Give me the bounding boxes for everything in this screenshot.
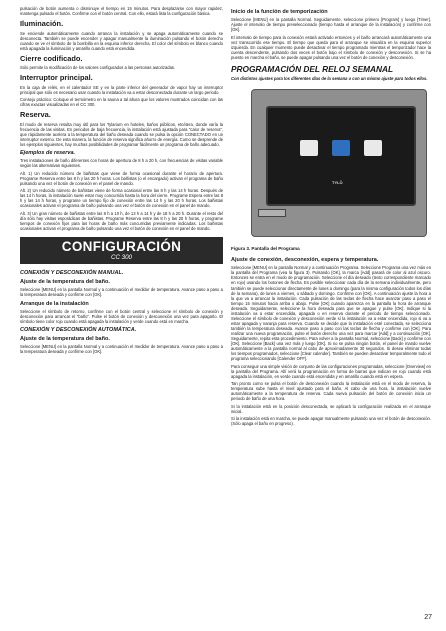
banner-subtitle: CC 300: [111, 253, 132, 261]
desconectada-paragraph: Si la instalación está en la posición desconectada, se aplicará la configuración realizada en el arranque inicial.: [231, 403, 431, 414]
consejo-paragraph: Consejo práctico: Coloque el termómetro en la sauna a tal altura que los valores mostrados coincidan con las cifras exactas visualizadas en el CC 300.: [20, 97, 223, 108]
configuracion-banner: [20, 237, 223, 264]
inicio-paragraph-1: Seleccione [MENU] en la pantalla Normal. Seguidamente, seleccione primero [Program] y luego [Timer]. Ajuste el intervalo de tiempo preseleccionado (tiempo hasta el arranque de la instalación) y confirme con [OK].: [231, 17, 431, 33]
screen-icon-middle: [332, 140, 350, 156]
control-panel-image: [251, 89, 427, 237]
panel-brand-logo: TYLÖ: [332, 180, 343, 186]
ajuste-conexion-heading: Ajuste de conexión, desconexión, espera y temperatura.: [231, 257, 379, 264]
inicio-paragraph-2: El intervalo de tiempo para la conexión estará activado entonces y el baño arrancará automáticamente una vez transcurrido ese tiempo. El tiempo que queda para el arranque se visualiza en la esquina superior izquierda. En cualquier momento puede desactivar el tiempo programado mientras el temporizador hace la cuenta descendente, pulsando dos veces el botón bajo el símbolo de conexión y desconexión. Si se ha puesto en marcha el baño, se puede apagar pulsando una vez el botón de conexión y desconexión.: [231, 34, 431, 60]
reserva-paragraph: El modo de reserva resulta muy útil para los Tylarium en hoteles, baños públicos, etcétera, donde varía la frecuencia de las visitas. En periodos de baja frecuencia, la instalación está ajustada para "calor de reserva", que rápidamente acelera a la temperatura del baño deseada cuando se pulsa la opción CONECTADO en un interruptor externo. De esta manera, la función de reserva significa ahorro de energía. Como se desprende de los ejemplos siguientes, hay muchas posibilidades de programar fácilmente un programa de baño adecuado.: [20, 121, 223, 148]
ajuste-temp-paragraph-1: Seleccione [MENU] en la pantalla Normal y a continuación el medidor de temperatura. Avance paso a paso a la temperatura deseada y confirme con [OK].: [20, 287, 223, 298]
alt3-paragraph: Alt. 3) Un gran número de bañistas entre las 8 h a 10 h, de 13 h a 14 h y de 18 h a 20 h. Durante el resto del día sólo hay visitas esporádicas de bañistas. Programe Reserva entre las 8 h y las 20 h horas, y programe tiempos de conexión fijos para las horas de baño más concurridas previamente indicadas. Los bañistas ocasionales activan el programa de baño pulsando una vez el botón de conexión en el panel de mando.: [20, 210, 223, 231]
interruptor-heading: Interruptor principal.: [20, 73, 93, 83]
programacion-subtitle: Con distintos ajustes para los diferentes días de la semana o con un mismo ajuste para todos ellos.: [231, 76, 428, 82]
programacion-heading: PROGRAMACIÓN DEL RELOJ SEMANAL: [231, 63, 394, 74]
iluminacion-paragraph: Se enciende automáticamente cuando arranca la instalación y se apaga automáticamente cuando se desconecta. También se puede encender y apagar manualmente la iluminación pulsando el botón derecho cuando se ve el símbolo de la bombilla en la esquina inferior derecha. El color del símbolo es blanco cuando está apagada la iluminación y amarillo cuando está encendida.: [20, 30, 223, 51]
figure-caption: Figura 3. Pantalla del Programa: [231, 246, 300, 252]
arranque-heading: Arranque de la instalación: [20, 300, 89, 307]
screen-icon-right: [364, 140, 382, 156]
inicio-heading: Inicio de la función de temporización: [231, 9, 328, 15]
interruptor-paragraph: En la caja de relés, en el calentador SE y en la parte inferior del generador de vapor hay un interruptor principal que sólo es necesario usar cuando la instalación va a estar desconectada durante un largo periodo.: [20, 84, 223, 95]
en-marcha-paragraph: Si la instalación está en marcha, se puede apagar manualmente pulsando una vez el botón de desconexión. (Sólo apaga el baño en progreso).: [231, 416, 431, 427]
cierre-heading: Cierre codificado.: [20, 53, 83, 63]
ejemplos-heading: Ejemplos de reserva.: [20, 150, 76, 157]
left-column: [20, 6, 223, 357]
reserva-heading: Reserva.: [20, 110, 51, 120]
ajuste-temp-paragraph-2: Seleccione [MENU] en la pantalla Normal y a continuación el medidor de temperatura. Avance paso a paso a la temperatura deseada y confirme con [OK].: [20, 344, 223, 355]
reserva-boton-paragraph: Tan pronto como se pulsa el botón de desconexión cuando la instalación está en el modo de reserva, la temperatura sube hasta el nivel ajustado para el baño. Al cabo de una hora, la instalación vuelve automáticamente a la temperatura de reserva. Cada nueva pulsación del botón de conexión inicia un periodo de baño de una hora.: [231, 381, 431, 402]
ajuste-temp-heading-2: Ajuste de la temperatura del baño.: [20, 336, 110, 343]
ajuste-conexion-paragraph: Seleccione [MENU] en la pantalla Normal y a continuación Programa. Seleccione Programa una vez más en la pantalla del Programa (vea la figura 3). Pulsando [OK], la marca [Add] pasará de color al azul oscuro. Entonces se entra en el modo de programación. Seleccione el día deseado (texto correspondiente marcado en rojo) usando los botones de flecha. Es posible seleccionar cada día de la semana individualmente, pero también se puede seleccionar directamente de lunes a domingo (para la misma configuración todos los días de la semana), de lunes a viernes, o sábado y domingo. Confirme con [OK]. A continuación ajuste la hora a la que va a arrancar la instalación. Cada pulsación de las teclas de flecha hace avanzar paso a paso el tiempo 15 minutos hacia arriba o abajo. Pulse [OK] cuando aparezca en la pantalla la hora de arranque deseada. Seguidamente, seleccione la hora deseada para que se apague y pulse [OK]. Indique si la instalación va a estar encendida, apagada o en reserva durante el periodo de tiempo seleccionado. Seleccione el símbolo de conexión y desconexión verde si la instalación va a estar encendida, rojo si va a estar apagada y naranja para reserva. Cuando se decide que la instalación esté conectada, se selecciona también la temperatura deseada. Avance paso a paso con las teclas de flecha y confirme con [OK]. Para realizar una nueva programación, pulse el botón derecho una vez para marcar [Add] y a continuación [OK]. Seguidamente, repita esta procedimiento. Para volver a la pantalla Normal, seleccione [Back] y confirme con [OK]. Seleccione [Back] una vez más y luego [OK]. Si no se pulsa ningún botón, el panel de mando vuelve automáticamente a la pantalla normal al cabo de aproximadamente 30 segundos. Si desea eliminar todas los tiempos programados, seleccione [Clear calender]. También se pueden desactivar temporalmente todo el programa seleccionando [Calender OFF].: [231, 265, 431, 362]
right-column: [231, 6, 431, 429]
arranque-paragraph: Seleccione el símbolo de retorno, confirme con el botón central y seleccione el símbolo de conexión y desconexión para arrancar el "baño". Pulse el botón de conexión y desconexión una vez para apagarlo. El símbolo tiene color rojo cuando está apagada la instalación y verde cuando está en marcha.: [20, 308, 223, 324]
panel-screen: [266, 106, 416, 206]
ajuste-temp-heading-1: Ajuste de la temperatura del baño.: [20, 279, 110, 286]
ejemplos-paragraph: Tres instalaciones de baño diferentes con horas de apertura de 8 h a 20 h, con frecuencias de visitas variable según las alternativas siguientes.: [20, 158, 223, 169]
conexion-manual-heading: CONEXIÓN Y DESCONEXIÓN MANUAL.: [20, 269, 124, 276]
alt2-paragraph: Alt. 2) Un reducido número de bañistas viene de forma ocasional entre las 8 h y las 14 h horas. Después de las 14 h horas, la instalación suele estar muy concurrida hasta la hora del cierre. Programe Espera entre las 8 h y las 14 h horas, y programe un tiempo fijo de conexión entre las 14 h y las 20 h horas. Los bañistas ocasionales activan el programa de baño pulsando una vez el botón de conexión en el panel de mando.: [20, 188, 223, 209]
iluminacion-heading: Iluminación.: [20, 19, 64, 29]
page-number: 27: [424, 614, 432, 621]
panel-label-slot: [258, 209, 286, 217]
banner-title: CONFIGURACIÓN: [61, 238, 182, 254]
alt1-paragraph: Alt. 1) Un reducido número de bañistas que viene de forma ocasional durante el horario de apertura. Programe Reserva entre las 8 h y las 20 h horas. Los bañistas (o el encargado) activan el programa de baño pulsando una vez el botón de conexión en el panel de mando.: [20, 170, 223, 186]
cierre-paragraph: Sólo permite la modificación de los valores configurados a las personas autorizadas.: [20, 65, 176, 71]
conexion-auto-heading: CONEXIÓN Y DESCONEXIÓN AUTOMÁTICA.: [20, 326, 137, 333]
intro-paragraph: pulsación de botón aumenta o disminuye el tiempo en 15 minutos. Para desplazarse con mayor rapidez, mantenga pulsado el botón. Confirme con el botón central. Con ello, estará lista la configuración básica.: [20, 6, 223, 17]
overview-paragraph: Para conseguir una simple visión de conjunto de las configuraciones programadas, seleccione [Overview] en la pantalla del Programa. Allí verá la programación en forma de barras que indican en rojo cuando está apagada la instalación, en verde cuando está encendida y en amarillo cuando está en espera.: [231, 363, 431, 379]
screen-icon-left: [300, 140, 318, 156]
figure-3: [231, 85, 431, 251]
